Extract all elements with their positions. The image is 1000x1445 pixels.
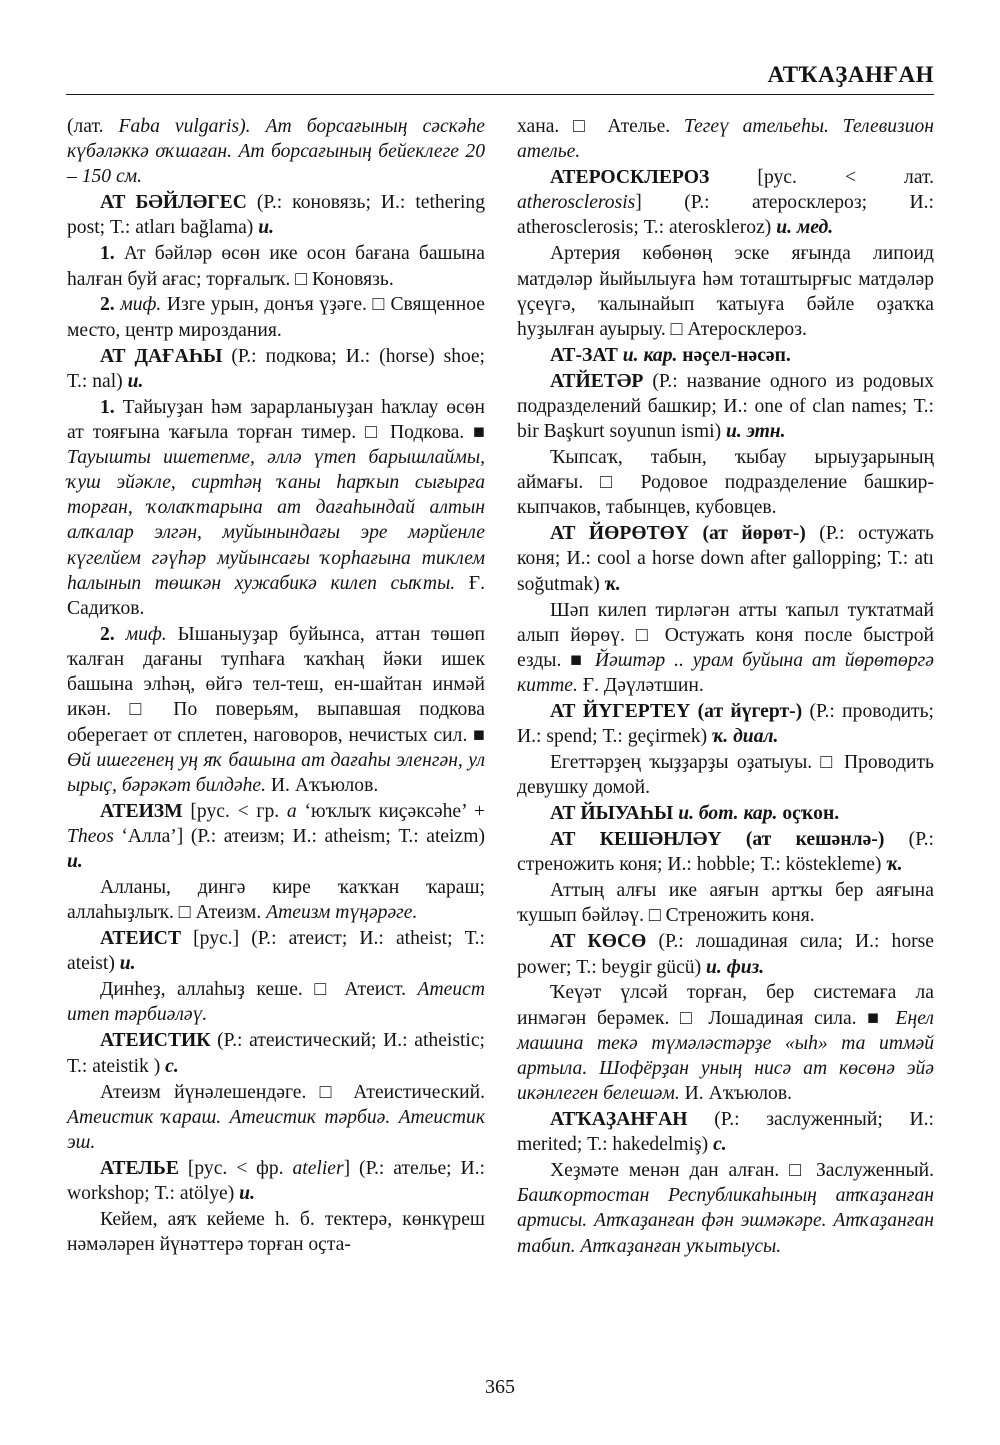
sense: 1. Тайыуҙан һәм зарарланыуҙан һаҡлау өсөн ат тояғына ҡағыла торған тимер. □ Подкова. ■ Тауышты ишетепме, әллә үтеп барышлаймы, ҡуш эйәкле, сиртһәң ҡаны һарҡып сығырға торған, ҡолаҡтарына ат дағаһындай алтын алҡалар элгән, муйынындағы эре мәрйенле күгелйем гәүһәр муйынсағы ҡорһағына тиклем һалынып төшкән хужабикә килеп сыҡты. Ғ. Садиҡов. <box>67 396 485 619</box>
running-head: АТҠАҘАНҒАН <box>767 62 934 87</box>
entry-ateistik: АТЕИСТИК (Р.: атеистический; И.: atheistic; Т.: ateistik ) с. <box>67 1030 485 1077</box>
headword: АТ ЙӨРӨТӨҮ <box>550 523 690 545</box>
entry-at-yugerteu: АТ ЙҮГЕРТЕҮ (ат йүгерт-) (Р.: проводить; И.: spend; Т.: geçirmek) ҡ. диал. <box>517 700 934 748</box>
sense: 2. миф. Ышаныуҙар буйынса, аттан төшөп ҡалған дағаны тупһаға ҡаҡһаң йәки ишек башына элһәң, өйгә тел-теш, ен-шайтан инмәй икән. □ По поверьям, выпавшая подкова оберегает от сплетен, наговоров, нечистых сил. ■ Өй ишегенең уң яҡ башына ат дағаһы эленгән, ул ырыҫ, бәрәкәт билдәһе. И. Аҡъюлов. <box>67 623 486 796</box>
sense: Ҡеүәт үлсәй торған, бер системаға ла инмәгән берәмек. □ Лошадиная сила. ■ Еңел машина текә түмәләстәрҙе «ыһ» та итмәй артыла. Шофёрҙан уның нисә ат көсөнә эйә икәнлеген белешәм. И. Аҡъюлов. <box>517 982 934 1105</box>
translation-marker-icon: □ <box>178 902 191 924</box>
sense: Артерия көбөнөң эске яғында липоид матдәләр йыйылыуға һәм тоташтырғыс матдәләр үҫеүгә, ҡалынайып ҡатыуға бәйле оҙаҡҡа һуҙылған ауырыу. □ Атеросклероз. <box>517 243 934 340</box>
headword: АТ КЕШӘНЛӘҮ <box>550 829 722 851</box>
cross-reference: оҫҡон. <box>777 803 840 825</box>
headword: АТЙЕТӘР <box>550 370 644 392</box>
example-marker-icon: ■ <box>473 421 485 443</box>
translation-marker-icon: □ <box>680 1007 698 1029</box>
cross-reference: нәҫел-нәсәп. <box>677 344 791 366</box>
sense: Шәп килеп тирләгән атты ҡапыл туҡтатмай алып йөрөү. □ Остужать коня после быстрой езды. ■ Йәштәр .. урам буйына ат йөрөтөргә китте. Ғ. Дәүләтшин. <box>517 599 934 697</box>
sense: 2. миф. Изге урын, донъя үҙәге. □ Священное место, центр мироздания. <box>67 294 486 341</box>
example-marker-icon: ■ <box>867 1007 885 1029</box>
entry-at-yorotou: АТ ЙӨРӨТӨҮ (ат йөрөт-) (Р.: остужать коня; И.: cool a horse down after gallopping; Т.: atı soğutmak) ҡ. <box>517 523 934 595</box>
sense: Аттың алғы ике аяғын артҡы бер аяғына ҡушып бәйләү. □ Стреножить коня. <box>517 880 934 927</box>
translation-marker-icon: □ <box>319 1081 340 1103</box>
entry-at-zat: АТ-ЗАТ и. кар. нәҫел-нәсәп. <box>550 344 791 366</box>
headword: АТҠАҘАНҒАН <box>550 1109 688 1131</box>
entry-ateizm: АТЕИЗМ [рус. < гр. a ‘юҡлыҡ киҫәксәһе’ + Theos ‘Алла’] (Р.: атеизм; И.: atheism; Т.: ateizm) и. <box>67 800 485 873</box>
translation-marker-icon: □ <box>365 421 381 443</box>
entry-at-koso: АТ КӨСӨ (Р.: лошадиная сила; И.: horse power; Т.: beygir gücü) и. физ. <box>517 931 934 978</box>
sense: Ҡыпсаҡ, табын, ҡыбау ырыуҙарының аймағы. □ Родовое подразделение башкир-кыпчаков, табынцев, кубовцев. <box>517 447 934 519</box>
sense: Динһеҙ, аллаһыҙ кеше. □ Атеист. Атеист итеп тәрбиәләү. <box>67 979 485 1026</box>
headword: АТ ДАҒАҺЫ <box>100 345 223 367</box>
translation-marker-icon: □ <box>573 116 594 137</box>
headword: АТ ЙЫУАҺЫ <box>550 803 674 825</box>
translation-marker-icon: □ <box>314 979 333 1001</box>
sense: 1. Ат бәйләр өсөн ике осон бағана башына һалған буй ағас; торғалыҡ. □ Коновязь. <box>67 243 485 290</box>
page-number: 365 <box>485 1376 515 1398</box>
entry-at-yyuahy: АТ ЙЫУАҺЫ и. бот. кар. оҫҡон. <box>550 803 840 825</box>
entry-atyetar: АТЙЕТӘР (Р.: название одного из родовых подразделений башкир; И.: one of clan names; Т.: bir Başkurt soyunun ismi) и. этн. <box>517 370 934 443</box>
sense-continuation: хана. □ Ателье. Тегеү ательеһы. Телевизион ателье. <box>517 116 935 163</box>
example-marker-icon: ■ <box>473 724 485 746</box>
translation-marker-icon: □ <box>789 1160 807 1182</box>
translation-marker-icon: □ <box>372 294 385 316</box>
sense: Хеҙмәте менән дан алған. □ Заслуженный. Башҡортостан Республикаһының атҡаҙанған артисы. Атҡаҙанған фән эшмәкәре. Атҡаҙанған табип. Атҡаҙанған уҡытыусы. <box>517 1160 935 1257</box>
entry-ateist: АТЕИСТ [рус.] (Р.: атеист; И.: atheist; Т.: ateist) и. <box>67 928 485 975</box>
sense: Кейем, аяҡ кейеме һ. б. тектерә, көнкүреш нәмәләрен йүнәттерә торған оҫта- <box>67 1208 485 1256</box>
sense: Алланы, дингә кире ҡаҡҡан ҡараш; аллаһыҙлыҡ. □ Атеизм. Атеизм түңәрәге. <box>67 877 485 924</box>
headword: АТ-ЗАТ <box>550 344 618 366</box>
headword: АТЕЛЬЕ <box>100 1157 179 1179</box>
entry-at-dagahy: АТ ДАҒАҺЫ (Р.: подкова; И.: (horse) shoe; Т.: nal) и. <box>67 345 485 392</box>
sense: Атеизм йүнәлешендәге. □ Атеистический. Атеистик ҡараш. Атеистик тәрбиә. Атеистик эш. <box>67 1081 486 1153</box>
example-marker-icon: ■ <box>570 649 587 671</box>
left-column <box>67 114 485 1258</box>
sense: Егеттәрҙең ҡыҙҙарҙы оҙатыуы. □ Проводить девушку домой. <box>517 752 934 799</box>
headword: АТЕРОСКЛЕРОЗ <box>550 167 710 189</box>
translation-marker-icon: □ <box>600 472 624 494</box>
headword: АТ КӨСӨ <box>550 931 647 953</box>
translation-marker-icon: □ <box>295 268 308 290</box>
translation-marker-icon: □ <box>670 318 683 340</box>
headword: АТЕИЗМ <box>100 800 183 822</box>
translation-marker-icon: □ <box>820 752 836 774</box>
headword: АТ БӘЙЛӘГЕС <box>100 192 247 214</box>
translation-marker-icon: □ <box>635 624 654 646</box>
headword: АТ ЙҮГЕРТЕҮ <box>550 700 691 722</box>
entry-at-baylages: АТ БӘЙЛӘГЕС (Р.: коновязь; И.: tethering post; Т.: atları bağlama) и. <box>67 192 485 239</box>
translation-marker-icon: □ <box>648 905 661 927</box>
entry-atkazangan: АТҠАҘАНҒАН (Р.: заслуженный; И.: merited; Т.: hakedelmiş) с. <box>517 1109 934 1156</box>
headword: АТЕИСТ <box>100 928 182 950</box>
page-header <box>66 60 934 95</box>
entry-ateroskleroz: АТЕРОСКЛЕРОЗ [рус. < лат. atherosclerosis] (Р.: атеросклероз; И.: atherosclerosis; Т.: ateroskleroz) и. мед. <box>517 167 934 239</box>
right-column <box>517 114 934 1260</box>
headword: АТЕИСТИК <box>100 1030 211 1052</box>
entry-atelye: АТЕЛЬЕ [рус. < фр. atelier] (Р.: ателье; И.: workshop; Т.: atölye) и. <box>67 1157 485 1204</box>
entry-continuation: (лат. Faba vulgaris). Ат борсағының сәскәһе күбәләккә оҡшаған. Ат борсағының бейеклеге 20 – 150 см. <box>67 116 485 188</box>
translation-marker-icon: □ <box>129 699 155 721</box>
entry-at-keshanlau: АТ КЕШӘНЛӘҮ (ат кешәнлә-) (Р.: стреножить коня; И.: hobble; Т.: köstekleme) ҡ. <box>517 829 934 876</box>
